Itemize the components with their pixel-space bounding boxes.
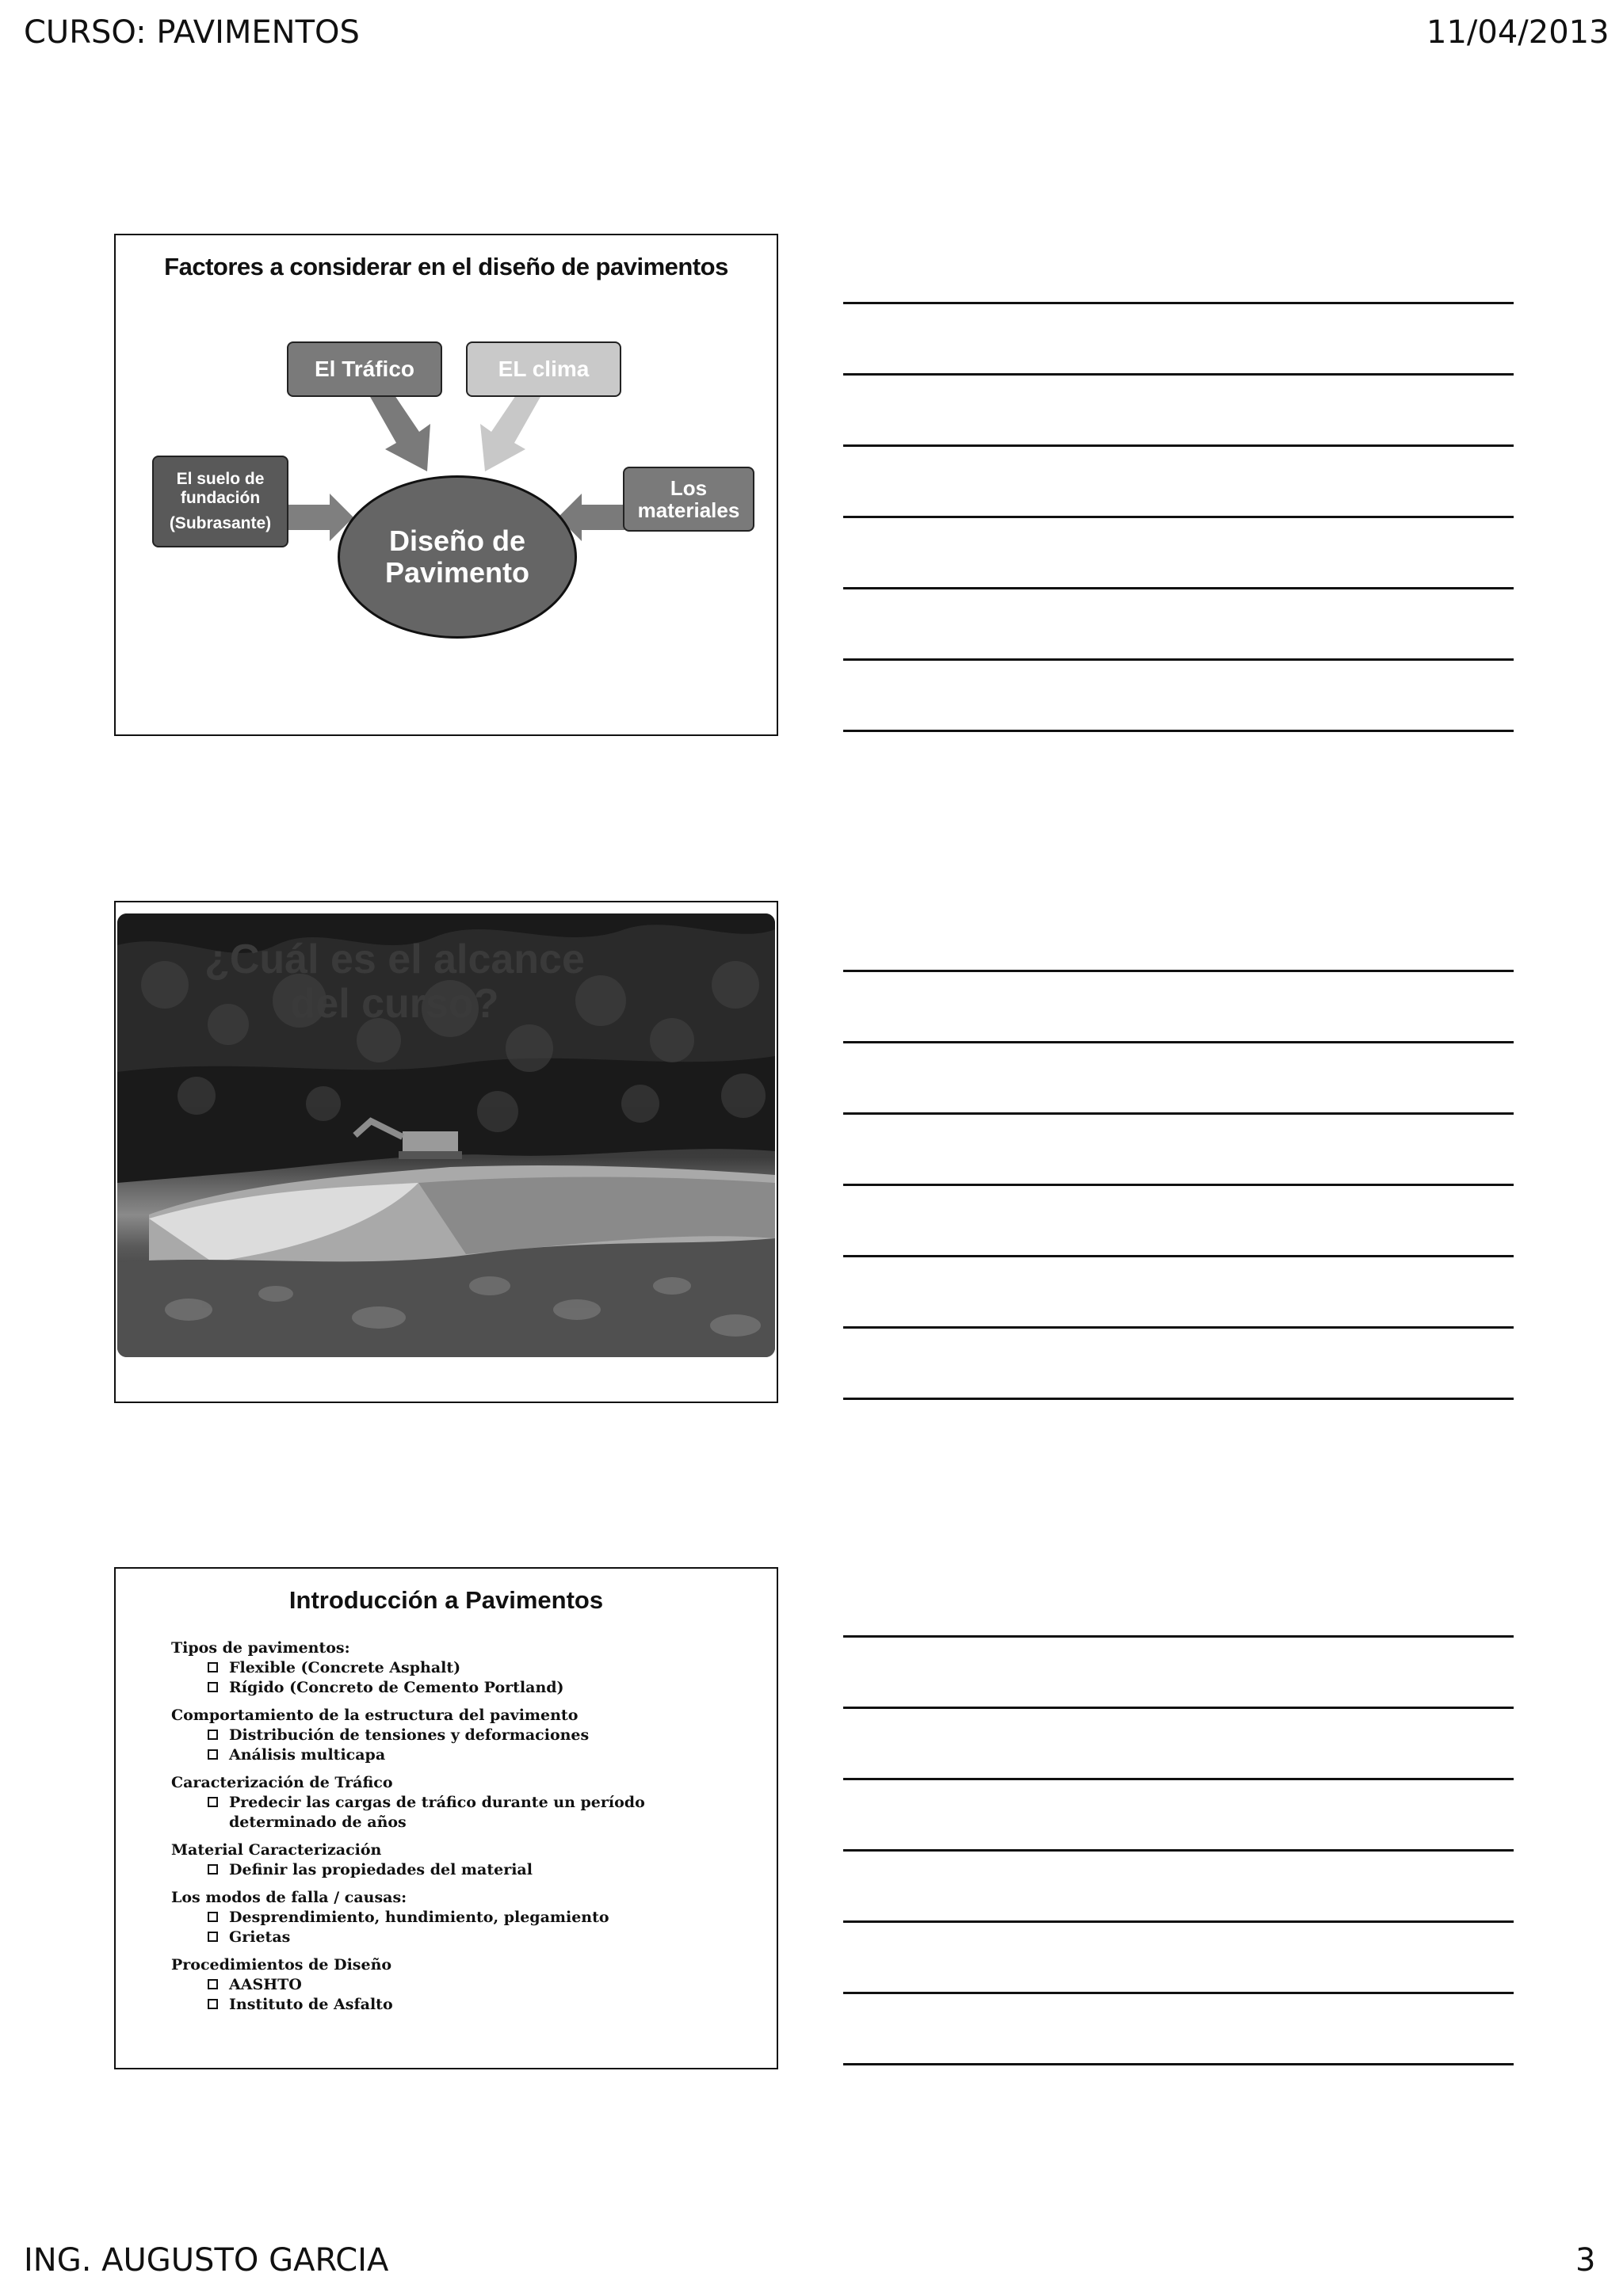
center-line1: Diseño de [388, 524, 526, 557]
outline-section [171, 1773, 758, 1833]
checkbox-bullet-icon [208, 1999, 218, 2009]
factor-soil [152, 456, 288, 547]
item-text: Instituto de Asfalto [229, 1996, 393, 2013]
photo-caption: ¿Cuál es el alcance del curso? [204, 936, 585, 1027]
section-heading: Los modos de falla / causas: [171, 1889, 407, 1906]
river-photo [117, 913, 775, 1357]
item-text: Predecir las cargas de tráfico durante un período determinado de años [229, 1794, 645, 1831]
factor-materials [623, 467, 754, 532]
factor-climate [466, 341, 621, 397]
slide-title: Introducción a Pavimentos [288, 1586, 604, 1614]
item-text: Rígido (Concreto de Cemento Portland) [229, 1679, 564, 1696]
list-item [171, 1908, 758, 1928]
list-item [171, 1975, 758, 1995]
arrow-climate [480, 395, 541, 471]
slide-introduccion [114, 1567, 778, 2069]
factor-materials-line2: materiales [637, 498, 740, 522]
factor-soil-line3: (Subrasante) [169, 514, 272, 532]
outline-section [171, 1706, 758, 1765]
factor-traffic-label: El Tráfico [314, 357, 415, 381]
checkbox-bullet-icon [208, 1662, 218, 1672]
note-line [843, 1635, 1514, 1638]
note-line [843, 2063, 1514, 2065]
section-heading: Comportamiento de la estructura del pavimento [171, 1707, 579, 1724]
list-item [171, 1678, 758, 1698]
note-line [843, 1398, 1514, 1400]
note-line [843, 1849, 1514, 1852]
note-line [843, 1184, 1514, 1186]
item-text: AASHTO [229, 1976, 302, 1993]
note-line [843, 1041, 1514, 1043]
arrow-traffic [369, 395, 430, 471]
checkbox-bullet-icon [208, 1979, 218, 1989]
note-line [843, 1992, 1514, 1994]
note-line [843, 1778, 1514, 1780]
list-item [171, 1860, 758, 1880]
slide-title: Factores a considerar en el diseño de pavimentos [164, 253, 728, 280]
note-line [843, 444, 1514, 447]
checkbox-bullet-icon [208, 1932, 218, 1942]
section-heading: Procedimientos de Diseño [171, 1956, 392, 1974]
outline-section [171, 1840, 758, 1880]
outline-section [171, 1888, 758, 1947]
outline-section [171, 1638, 758, 1698]
item-text: Desprendimiento, hundimiento, plegamiento [229, 1909, 609, 1926]
note-line [843, 730, 1514, 732]
footer-author: ING. AUGUSTO GARCIA [24, 2242, 389, 2279]
factor-climate-label: EL clima [498, 357, 590, 381]
slide-factores [114, 234, 778, 736]
checkbox-bullet-icon [208, 1682, 218, 1692]
note-line [843, 516, 1514, 518]
center-design-ellipse [338, 475, 577, 639]
note-line [843, 373, 1514, 376]
note-line [843, 587, 1514, 589]
list-item [171, 1726, 758, 1745]
section-heading: Material Caracterización [171, 1841, 382, 1859]
item-text: Distribución de tensiones y deformaciones [229, 1726, 590, 1744]
item-text: Análisis multicapa [229, 1746, 386, 1764]
note-line [843, 302, 1514, 304]
note-line [843, 1255, 1514, 1257]
checkbox-bullet-icon [208, 1797, 218, 1807]
item-text: Grietas [229, 1928, 291, 1946]
note-line [843, 1920, 1514, 1923]
center-line2: Pavimento [384, 556, 530, 589]
item-text: Flexible (Concrete Asphalt) [229, 1659, 461, 1676]
list-item [171, 1658, 758, 1678]
note-line [843, 1707, 1514, 1709]
list-item [171, 1995, 758, 2015]
note-line [843, 970, 1514, 972]
factor-materials-line1: Los [670, 476, 708, 500]
outline-section [171, 1955, 758, 2015]
outline-list [171, 1638, 758, 2015]
checkbox-bullet-icon [208, 1912, 218, 1922]
note-line [843, 1112, 1514, 1115]
factor-traffic [287, 341, 442, 397]
note-line [843, 1326, 1514, 1329]
checkbox-bullet-icon [208, 1864, 218, 1875]
note-line [843, 658, 1514, 661]
checkbox-bullet-icon [208, 1749, 218, 1760]
header-date: 11/04/2013 [1426, 14, 1610, 51]
page-number: 3 [1575, 2242, 1596, 2279]
list-item [171, 1928, 758, 1947]
factor-soil-line1: El suelo de [176, 470, 265, 488]
list-item [171, 1793, 758, 1833]
section-heading: Caracterización de Tráfico [171, 1774, 393, 1791]
item-text: Definir las propiedades del material [229, 1861, 533, 1878]
factor-soil-line2: fundación [180, 489, 261, 507]
section-heading: Tipos de pavimentos: [171, 1639, 350, 1657]
list-item [171, 1745, 758, 1765]
slide-alcance [114, 901, 778, 1403]
checkbox-bullet-icon [208, 1730, 218, 1740]
course-title: CURSO: PAVIMENTOS [24, 14, 360, 51]
